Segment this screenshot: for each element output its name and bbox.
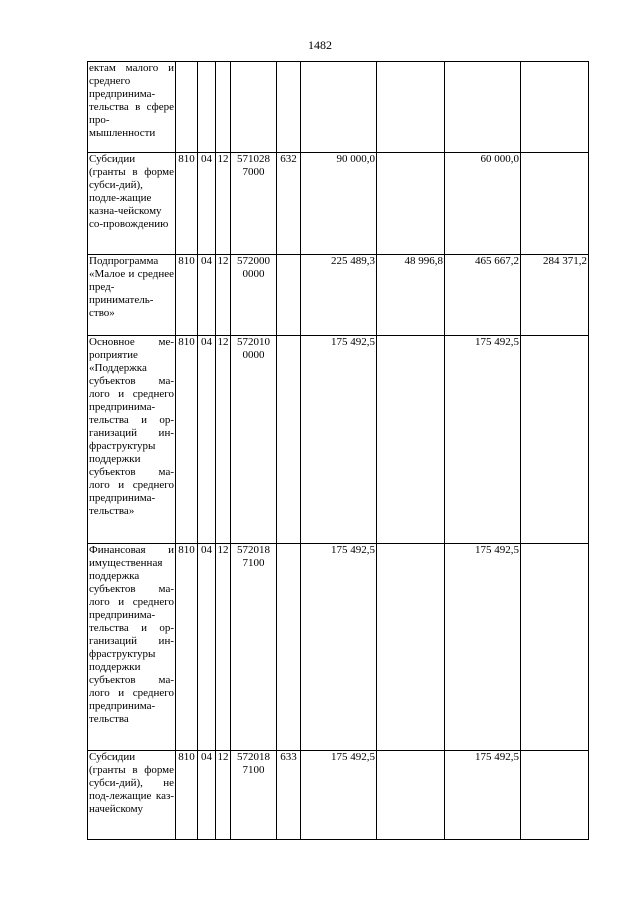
amount-col-1: 175 492,5 — [301, 336, 377, 544]
amount-col-4 — [521, 544, 589, 751]
subsection-code: 12 — [216, 544, 231, 751]
table-row — [88, 544, 589, 751]
amount-col-2 — [377, 544, 445, 751]
amount-col-3: 175 492,5 — [445, 751, 521, 840]
amount-col-2 — [377, 153, 445, 255]
row-name: Субсидии (гранты в форме субси-дий), не под-лежащие каз-начейскому — [88, 751, 176, 840]
subsection-code: 12 — [216, 751, 231, 840]
ministry-code — [176, 62, 198, 153]
amount-col-2: 48 996,8 — [377, 255, 445, 336]
amount-col-1: 175 492,5 — [301, 544, 377, 751]
amount-col-2 — [377, 751, 445, 840]
section-code: 04 — [198, 255, 216, 336]
target-article-code — [231, 62, 277, 153]
budget-table — [87, 61, 589, 840]
amount-col-1: 90 000,0 — [301, 153, 377, 255]
expense-type-code — [277, 62, 301, 153]
target-article-code: 572000 0000 — [231, 255, 277, 336]
section-code — [198, 62, 216, 153]
subsection-code: 12 — [216, 153, 231, 255]
row-name: Основное ме-роприятие «Поддержка субъектов ма-лого и среднего предпринима-тельства и ор-ганизаций ин-фраструктуры поддержки субъектов ма-лого и среднего предпринима-тельства» — [88, 336, 176, 544]
section-code: 04 — [198, 751, 216, 840]
amount-col-4 — [521, 751, 589, 840]
target-article-code: 572018 7100 — [231, 544, 277, 751]
row-name: Подпрограмма «Малое и среднее пред-приниматель-ство» — [88, 255, 176, 336]
page-number: 1482 — [308, 38, 332, 52]
expense-type-code: 632 — [277, 153, 301, 255]
row-name: Финансовая и имущественная поддержка субъектов ма-лого и среднего предпринима-тельства и ор-ганизаций ин-фраструктуры поддержки субъектов ма-лого и среднего предпринима-тельства — [88, 544, 176, 751]
amount-col-4 — [521, 153, 589, 255]
row-name: ектам малого и среднего предпринима-тельства в сфере про-мышленности — [88, 62, 176, 153]
expense-type-code — [277, 336, 301, 544]
amount-col-1: 175 492,5 — [301, 751, 377, 840]
table-row — [88, 62, 589, 153]
target-article-code: 572010 0000 — [231, 336, 277, 544]
target-article-code: 572018 7100 — [231, 751, 277, 840]
amount-col-2 — [377, 336, 445, 544]
table-row — [88, 153, 589, 255]
section-code: 04 — [198, 153, 216, 255]
amount-col-1: 225 489,3 — [301, 255, 377, 336]
row-name: Субсидии (гранты в форме субси-дий), подле-жащие казна-чейскому со-провождению — [88, 153, 176, 255]
expense-type-code: 633 — [277, 751, 301, 840]
subsection-code: 12 — [216, 336, 231, 544]
subsection-code — [216, 62, 231, 153]
section-code: 04 — [198, 544, 216, 751]
amount-col-3 — [445, 62, 521, 153]
subsection-code: 12 — [216, 255, 231, 336]
expense-type-code — [277, 544, 301, 751]
table-row — [88, 255, 589, 336]
amount-col-4 — [521, 62, 589, 153]
amount-col-3: 175 492,5 — [445, 544, 521, 751]
ministry-code: 810 — [176, 544, 198, 751]
ministry-code: 810 — [176, 153, 198, 255]
section-code: 04 — [198, 336, 216, 544]
target-article-code: 571028 7000 — [231, 153, 277, 255]
table-row — [88, 751, 589, 840]
amount-col-4: 284 371,2 — [521, 255, 589, 336]
amount-col-3: 60 000,0 — [445, 153, 521, 255]
expense-type-code — [277, 255, 301, 336]
amount-col-2 — [377, 62, 445, 153]
amount-col-4 — [521, 336, 589, 544]
table-row — [88, 336, 589, 544]
ministry-code: 810 — [176, 255, 198, 336]
amount-col-3: 175 492,5 — [445, 336, 521, 544]
ministry-code: 810 — [176, 751, 198, 840]
ministry-code: 810 — [176, 336, 198, 544]
amount-col-3: 465 667,2 — [445, 255, 521, 336]
amount-col-1 — [301, 62, 377, 153]
